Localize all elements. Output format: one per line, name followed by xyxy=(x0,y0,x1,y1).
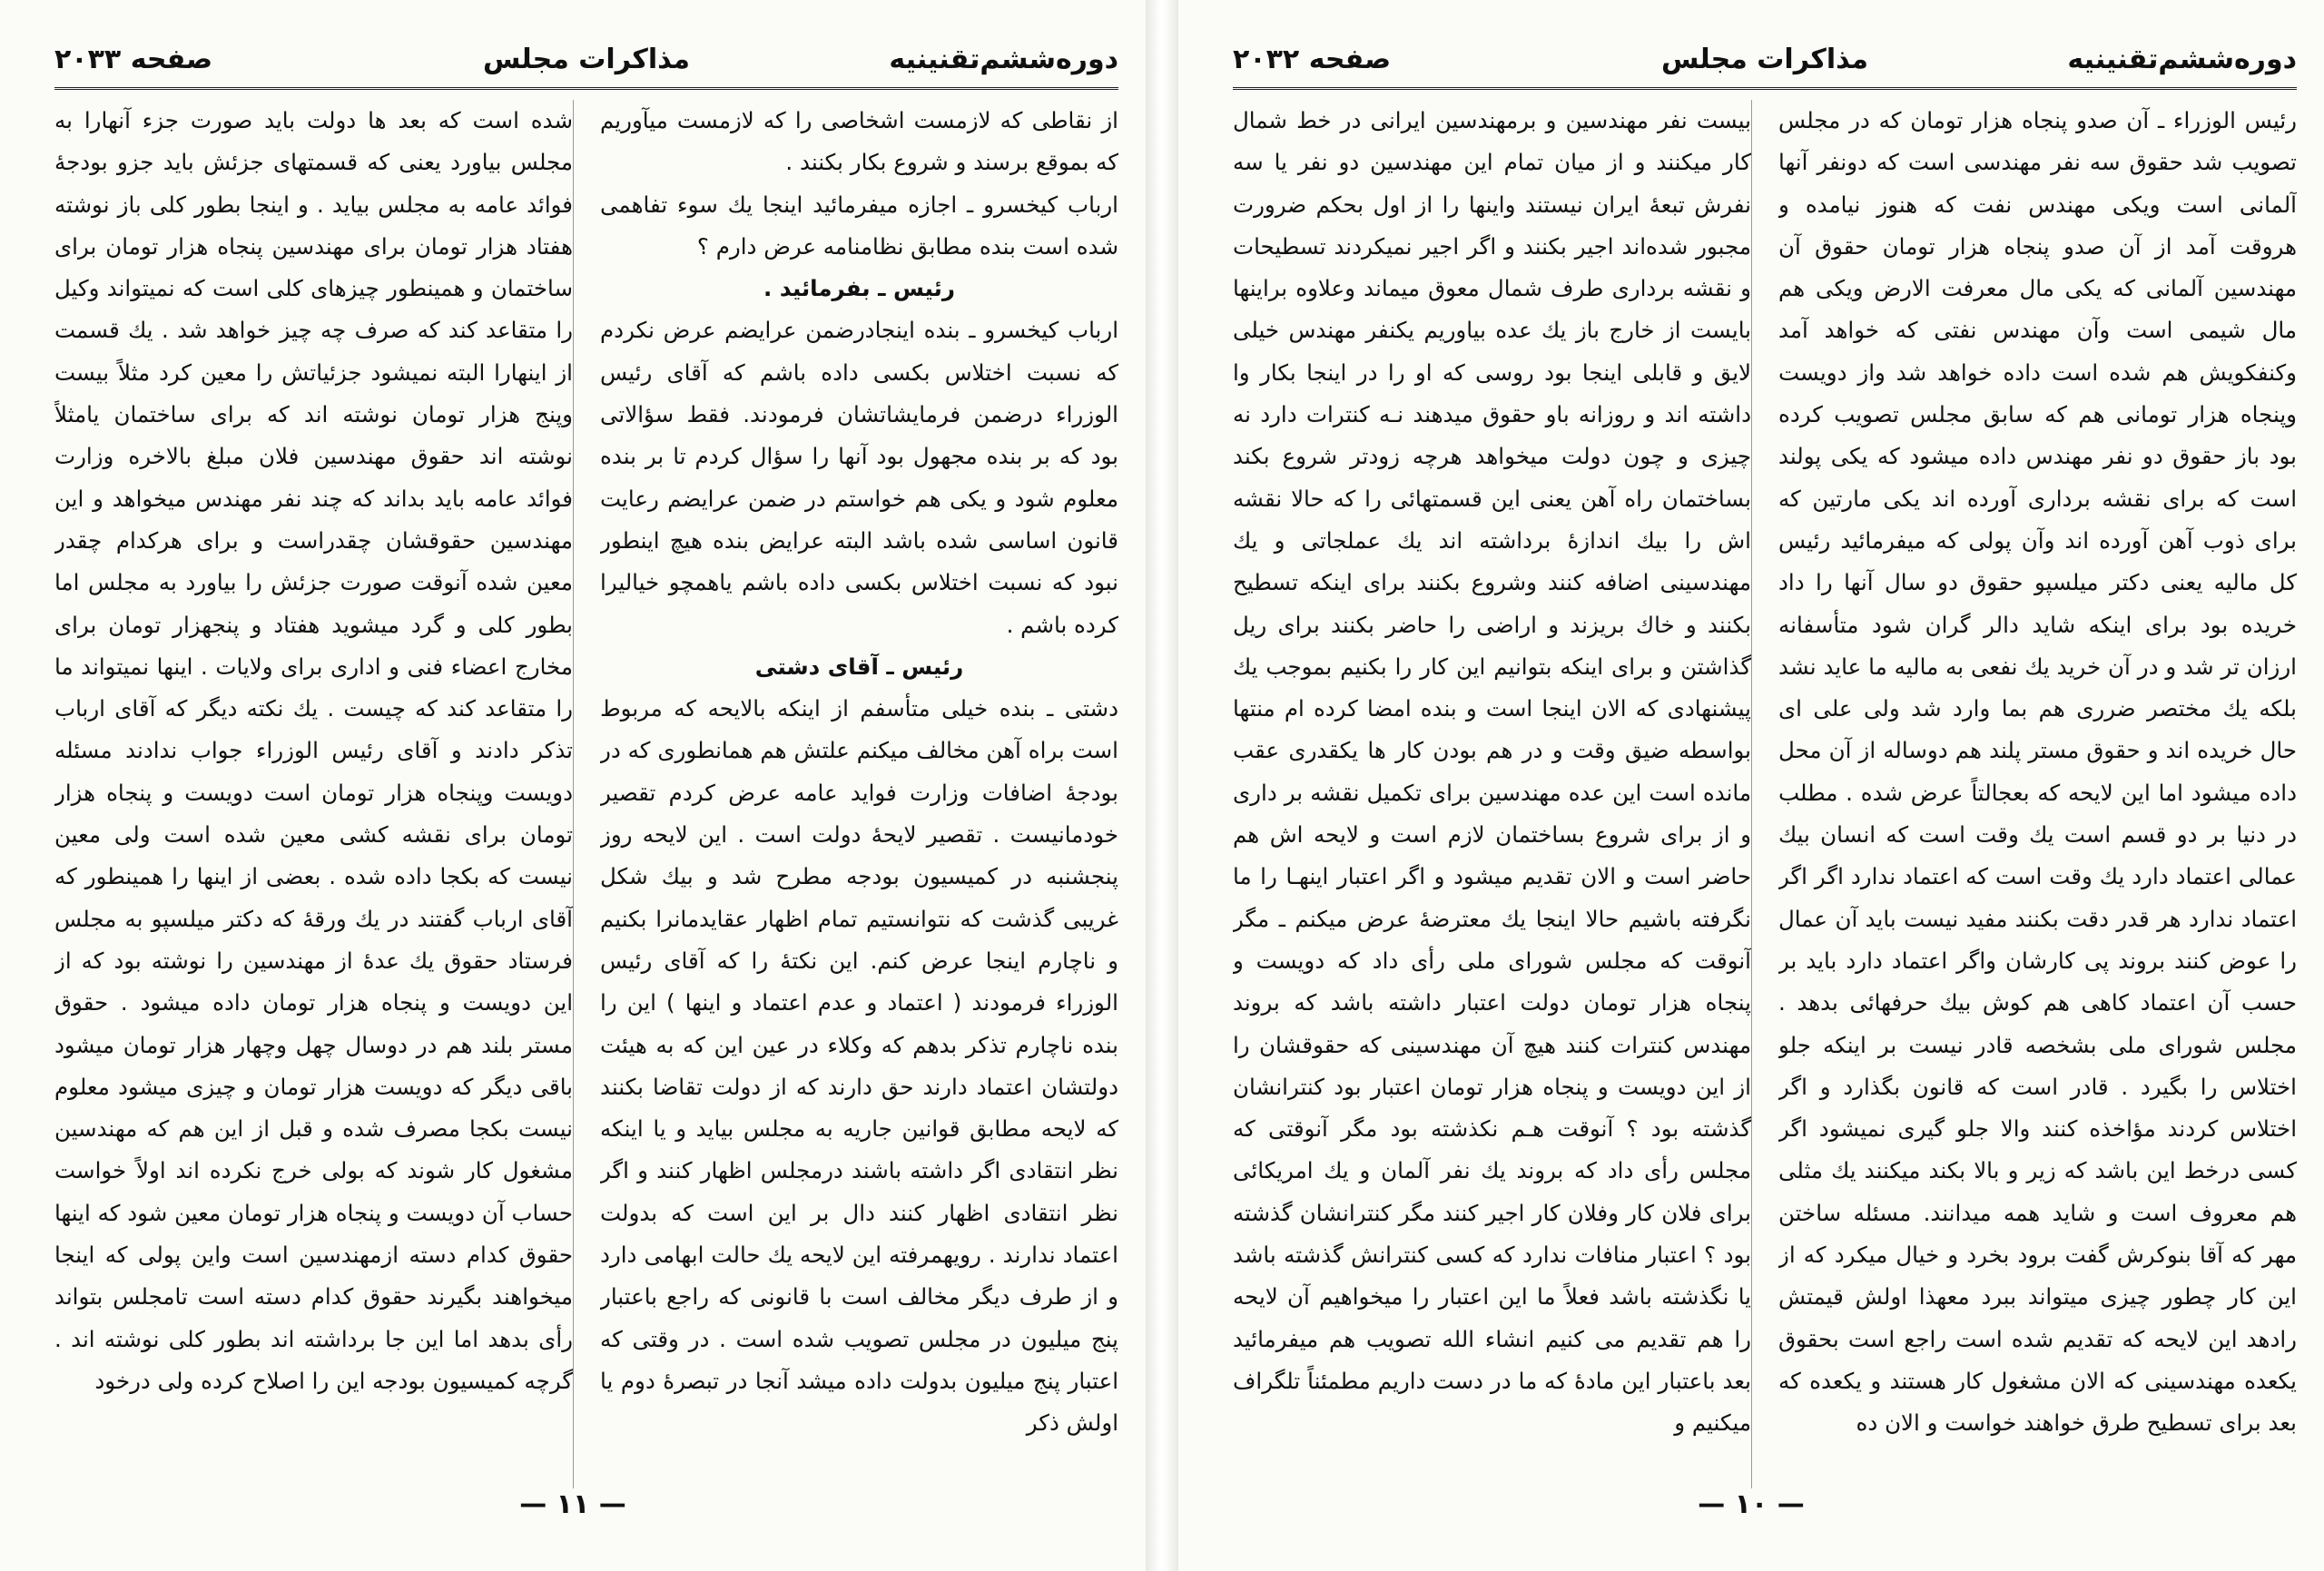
speaker-line: رئیس ـ بفرمائید . xyxy=(763,275,955,302)
folio-number: — ۱۰ — xyxy=(1698,1488,1805,1520)
paragraph: بیست نفر مهندسین و برمهندسین ایرانی در خط شمال كار میكنند و از میان تمام این مهندسین دو نفر یا سه نفرش تبعهٔ ایران نیستند واینها را از اول بحكم ضرورت مجبور شده‌اند اجیر بكنند و اگر اجیر نمیكردند تسطیحات و نقشه برداری طرف شمال معوق میماند وعلاوه براینها بایست از خارج باز یك عده بیاوریم یكنفر مهندس خیلی لایق و قابلی اینجا بود روسی كه او را در اینجا بكار وا داشته اند و روزانه باو حقوق میدهند نـه كنترات دارد نه چیزی و چون دولت میخواهد هرچه زودتر شروع بكند بساختمان راه آهن یعنی این قسمتهائی را كه حالا نقشه اش را بیك اندازهٔ برداشته اند یك عملجاتی و یك مهندسینی اضافه كنند وشروع بكنند برای اینكه تسطیح بكنند و خاك بریزند و اراضی را حاضر بكنند برای ریل گذاشتن و برای اینكه بتوانیم این كار را بكنیم بموجب یك پیشنهادی كه الان اینجا است و بنده امضا كرده ام منتها بواسطه ضیق وقت و در هم بودن كار ها یكقدری عقب مانده است این عده مهندسین برای تكمیل نقشه بر داری و از برای شروع بساختمان لازم است و لایحه اش هم حاضر است و الان تقدیم میشود و اگر اعتبار اینهـا را ما نگرفته باشیم حالا اینجا یك معترضهٔ عرض میكنم ـ مگر آنوقت كه مجلس شورای ملی رأی داد كه دویست و پنجاه هزار تومان دولت اعتبار داشته باشد كه بروند مهندس كنترات كنند هیچ آن مهندسینی كه حقوقشان را از این دویست و پنجاه هزار تومان اعتبار بود كنترانشان گذشته بود ؟ آنوقت هـم نكذشته بود مگر آنوقتی كه مجلس رأی داد كه بروند یك نفر آلمان و یك امریكائی برای فلان كار وفلان كار اجیر كنند مگر كنترانشان گذشته بود ؟ اعتبار منافات ندارد كه كسی كنترانش گذشته باشد یا نگذشته باشد فعلاً ما این اعتبار را میخواهیم آن لایحه را هم تقدیم می كنیم انشاء الله تصویب هم میفرمائید بعد باعتبار این مادهٔ كه ما در دست داریم مطمئناً تلگراف میكنیم و xyxy=(1233,107,1751,1437)
paragraph: رئیس الوزراء ـ آن صدو پنجاه هزار تومان كه در مجلس تصویب شد حقوق سه نفر مهندسی است كه دونفر آنها آلمانی است ویكی مهندس نفت كه هنوز نیامده و هروقت آمد از آن صدو پنجاه هزار تومان حقوق آن مهندسین آلمانی كه یكی مال معرفت الارض ویكی هم مال شیمی است وآن مهندس نفتی كه خواهد آمد وكنفكویش هم شده است داده خواهد شد واز دویست وپنجاه هزار تومانی هم كه سابق مجلس تصویب كرده بود باز حقوق دو نفر مهندس داده میشود كه یكی پولند است كه برای نقشه برداری آورده اند یكی مارتین كه برای ذوب آهن آورده اند وآن پولی كه میفرمائید رئیس كل مالیه یعنی دكتر میلسپو حقوق دو سال آنها را داد خریده بود برای اینكه شاید دالر گران شود متأسفانه ارزان تر شد و در آن خرید یك نفعی به مالیه ما عاید نشد بلكه یك مختصر ضرری هم بما وارد شد ولی علی ای حال خریده اند و حقوق مستر پلند هم دوساله از آن محل داده میشود اما این لایحه كه بعجالتاً عرض شده . مطلب در دنیا بر دو قسم است یك وقت است كه انسان بیك عمالی اعتماد دارد یك وقت است كه اعتماد ندارد اگر اگر اعتماد ندارد هر قدر دقت بكنند مفید نیست باید آن عمال را عوض كنند بروند پی كارشان واگر اعتماد دارد باید بر حسب آن اعتماد كاهی هم كوش بیك حرفهائی بدهد . مجلس شورای ملی بشخصه قادر نیست بر اینكه جلو اختلاس را بگیرد . قادر است كه قانون بگذارد و اگر اختلاس كردند مؤاخذه كنند والا جلو گیری نمیشود اگر كسی درخط این باشد كه زیر و بالا بكند میكنند یك مثلی هم معروف است و شاید همه میدانند. مسئله ساختن مهر كه آقا بنوكرش گفت برود بخرد و خیال میكرد كه از این كار چطور چیزی میتواند ببرد معهذا اولش قیمتش رادهد این لایحه كه تقدیم شده است راجع است بحقوق یكعده مهندسینی كه الان مشغول كار هستند و یكعده كه بعد برای تسطیح طرق خواهند خواست و الان ده xyxy=(1778,107,2297,1437)
left-column xyxy=(54,100,573,1488)
journal-title: مذاكرات مجلس xyxy=(1660,44,1869,75)
header-rule xyxy=(54,87,1118,90)
paragraph: شده است كه بعد ها دولت باید صورت جزء آنهارا به مجلس بیاورد یعنی كه قسمتهای جزئش باید جزو بودجهٔ فوائد عامه به مجلس بیاید . و اینجا بطور كلی باز نوشته هفتاد هزار تومان برای مهندسین پنجاه هزار تومان برای ساختمان و همینطور چیزهای كلی است كه نمیتواند وكیل را متقاعد كند كه صرف چه چیز خواهد شد . یك قسمت از اینهارا البته نمیشود جزئیاتش را معین كرد مثلاً بیست وپنج هزار تومان نوشته اند كه برای ساختمان یامثلاً نوشته اند حقوق مهندسین فلان مبلغ بالاخره وزارت فوائد عامه باید بداند كه چند نفر مهندس میخواهد و این مهندسین حقوقشان چقدراست و برای هركدام چقدر معین شده آنوقت صورت جزئش را بیاورد به مجلس اما بطور كلی و گرد میشوید هفتاد و پنجهزار تومان برای مخارج اعضاء فنی و اداری برای ولایات . اینها نمیتواند ما را متقاعد كند كه چیست . یك نكته دیگر كه آقای ارباب تذكر دادند و آقای رئیس الوزراء جواب ندادند مسئله دویست وپنجاه هزار تومان است دویست و پنجاه هزار تومان برای نقشه كشی معین شده است ولی معین نیست كه بكجا داده شده . بعضی از اینها را همینطور كه آقای ارباب گفتند در یك ورقهٔ كه دكتر میلسپو به مجلس فرستاد حقوق یك عدهٔ از مهندسین را نوشته بود كه از این دویست و پنجاه هزار تومان داده میشود . حقوق مستر بلند هم در دوسال چهل وچهار هزار تومان میشود باقی دیگر كه دویست هزار تومان و چیزی میشود معلوم نیست بكجا مصرف شده و قبل از این هم كه مهندسین مشغول كار شوند كه بولی خرج نكرده اند اولاً خواست حساب آن دویست و پنجاه هزار تومان معین شود كه اینها حقوق كدام دسته ازمهندسین است واین پولی كه اینجا میخواهند بگیرند حقوق كدام دسته است تامجلس بتواند رأی بدهد اما این جا برداشته اند بطور كلی نوشته اند . گرچه كمیسیون بودجه این را اصلاح كرده ولی درخود xyxy=(54,107,573,1394)
session-title: دوره‌ششم‌تقنینیه xyxy=(889,44,1118,75)
text-columns xyxy=(1233,100,2297,1488)
paragraph: از نقاطی كه لازمست اشخاصی را كه لازمست میآوریم كه بموقع برسند و شروع بكار بكنند . xyxy=(600,107,1118,176)
page-header xyxy=(1233,36,2297,91)
paragraph: ارباب كیخسرو ـ اجازه میفرمائید اینجا یك سوء تفاهمی شده است بنده مطابق نظامنامه عرض دارم ؟ xyxy=(600,191,1118,260)
page-number: صفحه ۲۰۳۳ xyxy=(54,44,213,75)
paragraph: ارباب كیخسرو ـ بنده اینجادرضمن عرایضم عرض نكردم كه نسبت اختلاس بكسی داده باشم كه آقای رئیس الوزراء درضمن فرمایشاتشان فرمودند. فقط سؤالاتی بود كه بر بنده مجهول بود آنها را سؤال كردم تا بر بنده معلوم شود و یکی هم خواستم در ضمن عرایضم رعایت قانون اساسی شده باشد البته عرایض بنده هیچ اینطور نبود كه نسبت اختلاس بكسی داده باشم یاهمچو خیالیرا كرده باشم . xyxy=(600,317,1118,638)
session-title: دوره‌ششم‌تقنینیه xyxy=(2067,44,2297,75)
header-rule xyxy=(1233,87,2297,90)
column-divider xyxy=(573,100,574,1488)
paragraph: دشتی ـ بنده خیلی متأسفم از اینكه بالایحه كه مربوط است براه آهن مخالف میكنم علتش هم همانطوری كه در بودجهٔ اضافات وزارت فواید عامه عرض كردم تقصیر خودمانیست . تقصیر لایحهٔ دولت است . این لایحه روز پنجشنبه در كمیسیون بودجه مطرح شد و بیك شكل غریبی گذشت كه نتوانستیم تمام اظهار عقایدمانرا بكنیم و ناچارم اینجا عرض كنم. این نكتهٔ را كه آقای رئیس الوزراء فرمودند ( اعتماد و عدم اعتماد و اینها ) این را بنده ناچارم تذكر بدهم كه وكلاء در عین این كه به هیئت دولتشان اعتماد دارند حق دارند كه از دولت تقاضا بكنند كه لایحه مطابق قوانین جاریه به مجلس بیاید و یا اینكه نظر انتقادی اگر داشته باشند درمجلس اظهار كنند و اگر نظر انتقادی اظهار كنند دال بر این است كه بدولت اعتماد ندارند . رویهمرفته این لایحه یك حالت ابهامی دارد و از طرف دیگر مخالف است با قانونی كه راجع باعتبار پنج میلیون در مجلس تصویب شده است . در وقتی كه اعتبار پنج میلیون بدولت داده میشد آنجا در تبصرهٔ دوم یا اولش ذكر xyxy=(600,695,1118,1437)
right-column xyxy=(1778,100,2297,1488)
page-header xyxy=(54,36,1118,91)
page-number: صفحه ۲۰۳۲ xyxy=(1233,44,1392,75)
book-gutter xyxy=(1146,0,1178,1571)
text-columns xyxy=(54,100,1118,1488)
page-2033 xyxy=(0,0,1146,1571)
speaker-line: رئیس ـ آقای دشتی xyxy=(754,653,964,680)
right-column xyxy=(600,100,1118,1488)
journal-title: مذاكرات مجلس xyxy=(482,44,691,75)
column-divider xyxy=(1751,100,1752,1488)
left-column xyxy=(1233,100,1751,1488)
page-2032 xyxy=(1178,0,2324,1571)
folio-number: — ۱۱ — xyxy=(519,1488,626,1520)
